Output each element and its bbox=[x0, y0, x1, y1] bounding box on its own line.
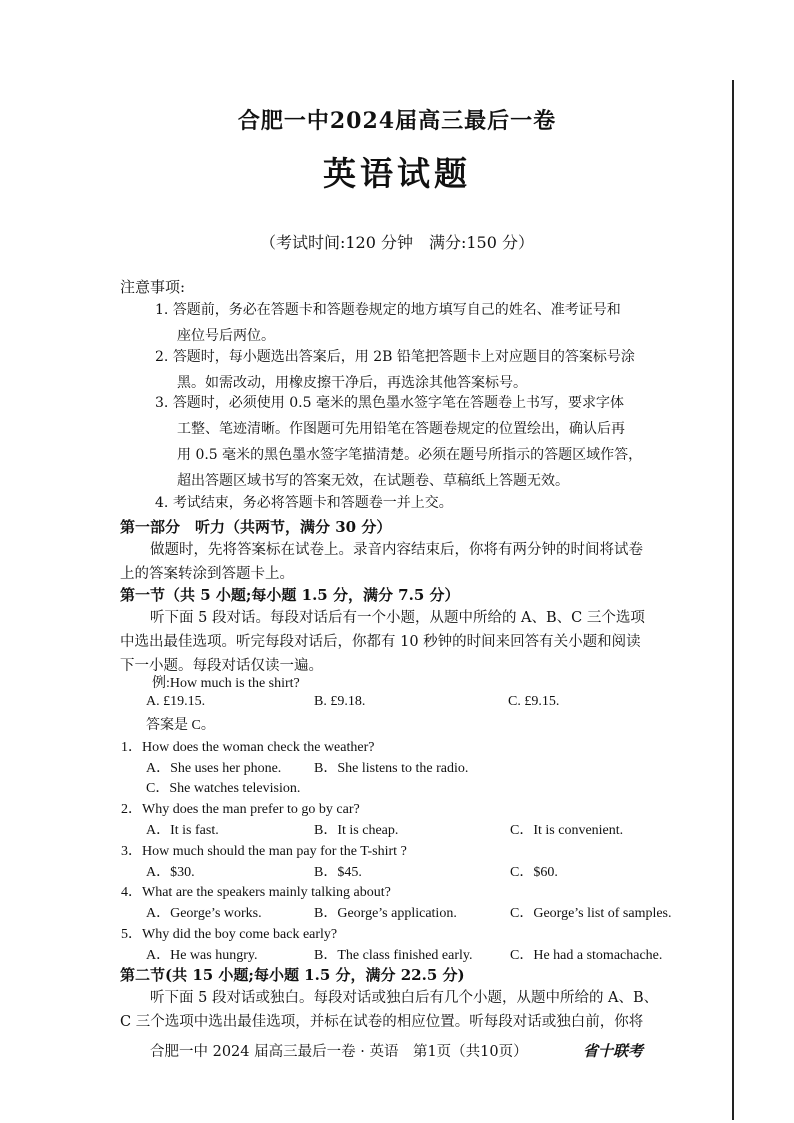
option-b: B．It is cheap. bbox=[314, 823, 399, 838]
part1-heading: 第一部分 听力（共两节，满分 30 分） bbox=[120, 518, 392, 536]
option-a: A．He was hungry. bbox=[146, 948, 258, 963]
section1-instructions: 听下面 5 段对话。每段对话后有一个小题，从题中所给的 A、B、C 三个选项 中选出最佳选项。听完每段对话后，你都有 10 秒钟的时间来回答有关小题和阅读 下一小题。每段对话仅读一遍。 bbox=[120, 610, 645, 674]
section2-heading: 第二节(共 15 小题;每小题 1.5 分，满分 22.5 分) bbox=[120, 966, 465, 984]
section2-instructions: 听下面 5 段对话或独白。每段对话或独白后有几个小题，从题中所给的 A、B、 C 三个选项中选出最佳选项，并标在试卷的相应位置。听每段对话或独白前，你将 bbox=[120, 990, 659, 1030]
question: 4．What are the speakers mainly talking about? bbox=[121, 885, 391, 900]
question: 3．How much should the man pay for the T-shirt ? bbox=[121, 844, 407, 859]
option-a: A．It is fast. bbox=[146, 823, 219, 838]
option-b: B．She listens to the radio. bbox=[314, 761, 469, 776]
question: 5．Why did the boy come back early? bbox=[121, 927, 338, 942]
notice-item: 3. 答题时，必须使用 0.5 毫米的黑色墨水签字笔在答题卷上书写，要求字体 工整、笔迹清晰。作图题可先用铅笔在答题卷规定的位置绘出，确认后再 用 0.5 毫米的黑色墨水签字笔描清楚。必须在题号所指示的答题区域作答， 超出答题区域书写的答案无效，在试题卷、草稿纸上答题无效。 bbox=[155, 395, 643, 489]
option-b: B．$45. bbox=[314, 865, 362, 880]
option-b: B. £9.18. bbox=[314, 694, 366, 709]
example-question: 例:How much is the shirt? bbox=[152, 676, 300, 691]
option-a: A．She uses her phone. bbox=[146, 761, 282, 776]
page-footer: 合肥一中 2024 届高三最后一卷 · 英语 第1页（共10页） bbox=[150, 1044, 528, 1060]
notice-item: 1. 答题前，务必在答题卡和答题卷规定的地方填写自己的姓名、准考证号和 座位号后两位。 bbox=[155, 302, 621, 344]
option-a: A．$30. bbox=[146, 865, 195, 880]
example-answer: 答案是 C。 bbox=[146, 718, 215, 733]
option-a: A. £19.15. bbox=[146, 694, 206, 709]
exam-title: 英语试题 bbox=[323, 154, 471, 193]
question: 2．Why does the man prefer to go by car? bbox=[121, 802, 360, 817]
part1-intro: 做题时，先将答案标在试卷上。录音内容结束后，你将有两分钟的时间将试卷 上的答案转涂到答题卡上。 bbox=[120, 542, 643, 582]
notice-heading: 注意事项: bbox=[120, 278, 186, 296]
option-c: C．She watches television. bbox=[146, 781, 301, 796]
option-b: B．The class finished early. bbox=[314, 948, 473, 963]
section1-heading: 第一节（共 5 小题;每小题 1.5 分，满分 7.5 分） bbox=[120, 586, 460, 604]
option-b: B．George’s application. bbox=[314, 906, 457, 921]
brand-mark: 省十联考 bbox=[583, 1042, 644, 1060]
notice-item: 4. 考试结束，务必将答题卡和答题卷一并上交。 bbox=[155, 495, 453, 511]
option-c: C．$60. bbox=[510, 865, 558, 880]
option-a: A．George’s works. bbox=[146, 906, 262, 921]
option-c: C．George’s list of samples. bbox=[510, 906, 672, 921]
school-title: 合肥一中2024届高三最后一卷 bbox=[237, 108, 557, 134]
option-c: C．It is convenient. bbox=[510, 823, 624, 838]
notice-item: 2. 答题时，每小题选出答案后，用 2B 铅笔把答题卡上对应题目的答案标号涂 黑。如需改动，用橡皮擦干净后，再选涂其他答案标号。 bbox=[155, 349, 635, 391]
option-c: C．He had a stomachache. bbox=[510, 948, 663, 963]
question: 1．How does the woman check the weather? bbox=[121, 740, 375, 755]
exam-info: （考试时间:120 分钟 满分:150 分） bbox=[259, 233, 535, 252]
option-c: C. £9.15. bbox=[508, 694, 560, 709]
